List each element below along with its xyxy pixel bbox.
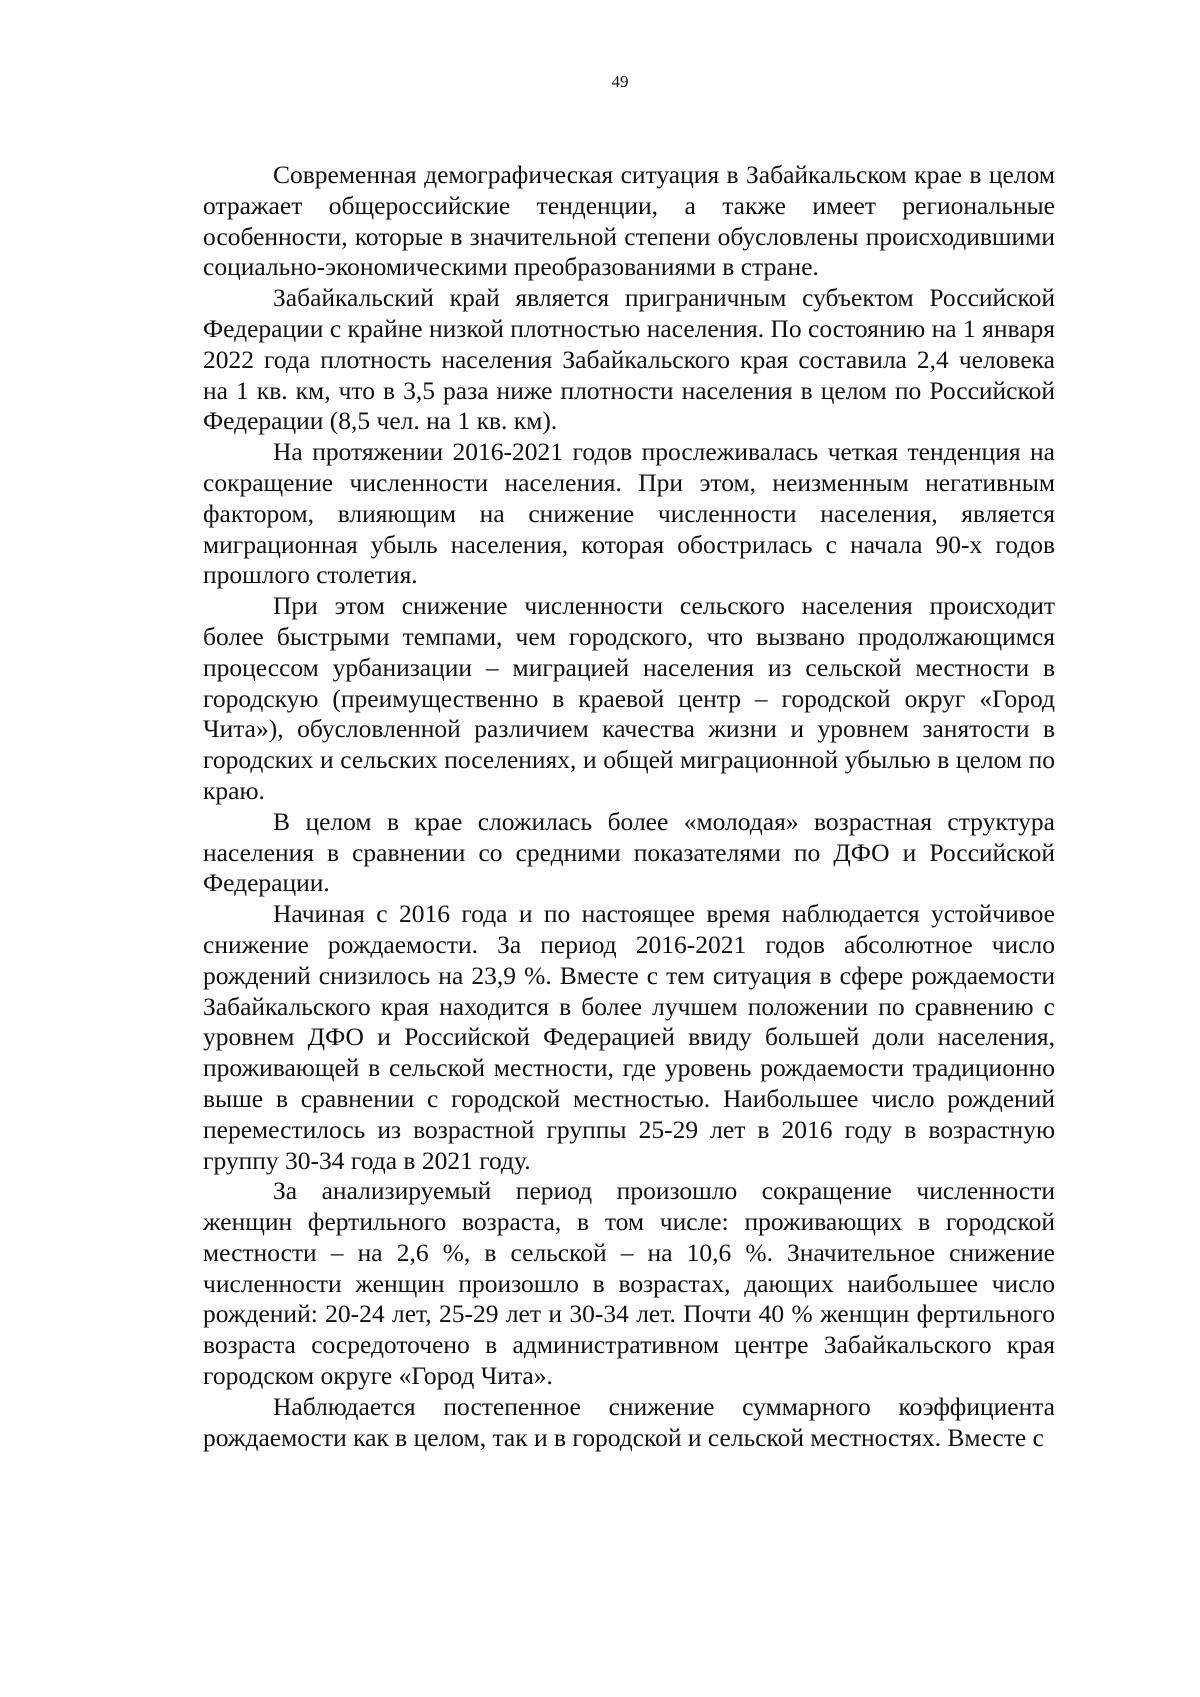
page-number: 49 bbox=[611, 72, 629, 91]
paragraph-rural-population: При этом снижение численности сельского населения происходит более быстрыми темпами, чем городского, что вызвано продолжающимся процессом урбанизации – миграцией населения из сельской местности в городскую (преимущественно в краевой центр – городской округ «Город Чита»), обусловленной различием качества жизни и уровнем занятости в городских и сельских поселениях, и общей миграционной убылью в целом по краю. bbox=[203, 591, 1055, 805]
paragraph-age-structure: В целом в крае сложилась более «молодая» возрастная структура населения в сравнении со средними показателями по ДФО и Российской Федерации. bbox=[203, 806, 1055, 898]
paragraph-population-density: Забайкальский край является приграничным субъектом Российской Федерации с крайне низкой плотностью населения. По состоянию на 1 января 2022 года плотность населения Забайкальского края составила 2,4 человека на 1 кв. км, что в 3,5 раза ниже плотности населения в целом по Российской Федерации (8,5 чел. на 1 кв. км). bbox=[203, 283, 1055, 436]
paragraph-population-decline: На протяжении 2016-2021 годов прослеживалась четкая тенденция на сокращение численности населения. При этом, неизменным негативным фактором, влияющим на снижение численности населения, является миграционная убыль населения, которая обострилась с начала 90-х годов прошлого столетия. bbox=[203, 437, 1055, 590]
paragraph-fertility-coefficient: Наблюдается постепенное снижение суммарного коэффициента рождаемости как в целом, так и в городской и сельской местностях. Вместе с bbox=[203, 1391, 1055, 1452]
paragraph-fertile-women: За анализируемый период произошло сокращение численности женщин фертильного возраста, в том числе: проживающих в городской местности – на 2,6 %, в сельской – на 10,6 %. Значительное снижение численности женщин произошло в возрастах, дающих наибольшее число рождений: 20-24 лет, 25-29 лет и 30-34 лет. Почти 40 % женщин фертильного возраста сосредоточено в административном центре Забайкальского края городском округе «Город Чита». bbox=[203, 1176, 1055, 1391]
paragraph-birth-rate: Начиная с 2016 года и по настоящее время наблюдается устойчивое снижение рождаемости. За период 2016-2021 годов абсолютное число рождений снизилось на 23,9 %. Вместе с тем ситуация в сфере рождаемости Забайкальского края находится в более лучшем положении по сравнению с уровнем ДФО и Российской Федерацией ввиду большей доли населения, проживающей в сельской местности, где уровень рождаемости традиционно выше в сравнении с городской местностью. Наибольшее число рождений переместилось из возрастной группы 25-29 лет в 2016 году в возрастную группу 30-34 года в 2021 году. bbox=[203, 899, 1055, 1175]
paragraph-demographic-situation: Современная демографическая ситуация в Забайкальском крае в целом отражает общероссийские тенденции, а также имеет региональные особенности, которые в значительной степени обусловлены происходившими социально-экономическими преобразованиями в стране. bbox=[203, 160, 1055, 282]
body-text bbox=[203, 160, 1055, 1453]
